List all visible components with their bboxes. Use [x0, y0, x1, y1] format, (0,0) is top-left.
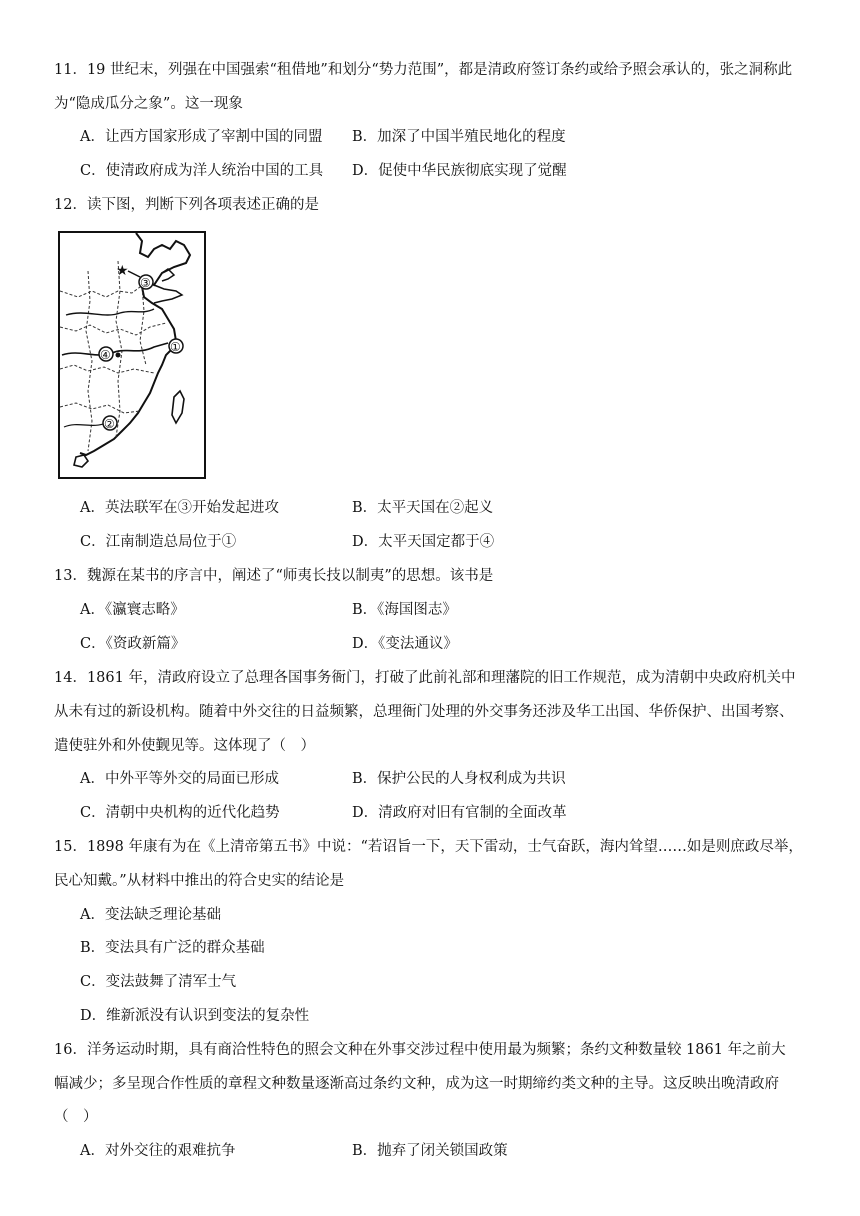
q15-option-a: A．变法缺乏理论基础 [80, 907, 221, 923]
q14-option-d: D．清政府对旧有官制的全面改革 [352, 805, 567, 821]
q13-stem: 13．魏源在某书的序言中，阐述了“师夷长技以制夷”的思想。该书是 [54, 568, 494, 584]
q13-option-b: B．《海国图志》 [352, 602, 457, 618]
q12-option-d: D．太平天国定都于④ [352, 534, 495, 550]
q14-option-a: A．中外平等外交的局面已形成 [80, 771, 279, 787]
q12-option-c: C．江南制造总局位于① [80, 534, 237, 550]
q15-stem-line2: 民心知戴。”从材料中推出的符合史实的结论是 [54, 873, 345, 889]
q12-stem: 12．读下图，判断下列各项表述正确的是 [54, 197, 319, 213]
q11-option-c: C．使清政府成为洋人统治中国的工具 [80, 163, 324, 179]
q11-option-d: D．促使中华民族彻底实现了觉醒 [352, 163, 567, 179]
map-marker-1: ① [170, 340, 181, 354]
q16-stem-line2: 幅减少；多呈现合作性质的章程文种数量逐渐高过条约文种，成为这一时期缔约类文种的主导。这反映出晚清政府 [54, 1076, 779, 1092]
q13-option-c: C．《资政新篇》 [80, 636, 186, 652]
q14-option-b: B．保护公民的人身权利成为共识 [352, 771, 566, 787]
q14-stem-line2: 从未有过的新设机构。随着中外交往的日益频繁，总理衙门处理的外交事务还涉及华工出国、华侨保护、出国考察、 [54, 704, 794, 720]
q14-option-c: C．清朝中央机构的近代化趋势 [80, 805, 280, 821]
china-map-figure [58, 231, 206, 479]
map-marker-2: ② [104, 417, 115, 431]
q14-stem-line1: 14．1861 年，清政府设立了总理各国事务衙门，打破了此前礼部和理藩院的旧工作规范，成为清朝中央政府机关中 [54, 670, 796, 686]
map-marker-3: ③ [140, 276, 151, 290]
q11-option-b: B．加深了中国半殖民地化的程度 [352, 129, 566, 145]
q16-stem-line3: （ ） [54, 1109, 98, 1125]
q15-option-d: D．维新派没有认识到变法的复杂性 [80, 1008, 310, 1024]
capital-star-icon: ★ [116, 263, 129, 279]
q12-option-b: B．太平天国在②起义 [352, 500, 494, 516]
q11-option-a: A．让西方国家形成了宰割中国的同盟 [80, 129, 323, 145]
map-marker-4: ④ [100, 348, 111, 362]
q16-option-a: A．对外交往的艰难抗争 [80, 1143, 236, 1159]
q14-stem-line3: 遣使驻外和外使觐见等。这体现了（ ） [54, 738, 315, 754]
q15-option-c: C．变法鼓舞了清军士气 [80, 974, 237, 990]
q16-stem-line1: 16．洋务运动时期，具有商洽性特色的照会文种在外事交涉过程中使用最为频繁；条约文种数量较 1861 年之前大 [54, 1042, 786, 1058]
q15-stem-line1: 15．1898 年康有为在《上清帝第五书》中说：“若诏旨一下，天下雷动，士气奋跃，海内耸望……如是则庶政尽举， [54, 839, 803, 855]
q13-option-d: D．《变法通议》 [352, 636, 458, 652]
q13-option-a: A．《瀛寰志略》 [80, 602, 185, 618]
q11-stem-line2: 为“隐成瓜分之象”。这一现象 [54, 96, 243, 112]
q12-option-a: A．英法联军在③开始发起进攻 [80, 500, 279, 516]
q15-option-b: B．变法具有广泛的群众基础 [80, 940, 265, 956]
map-frame [59, 232, 205, 478]
q11-stem-line1: 11．19 世纪末，列强在中国强索“租借地”和划分“势力范围”，都是清政府签订条约或给予照会承认的，张之洞称此 [54, 62, 793, 78]
q16-option-b: B．抛弃了闭关锁国政策 [352, 1143, 508, 1159]
